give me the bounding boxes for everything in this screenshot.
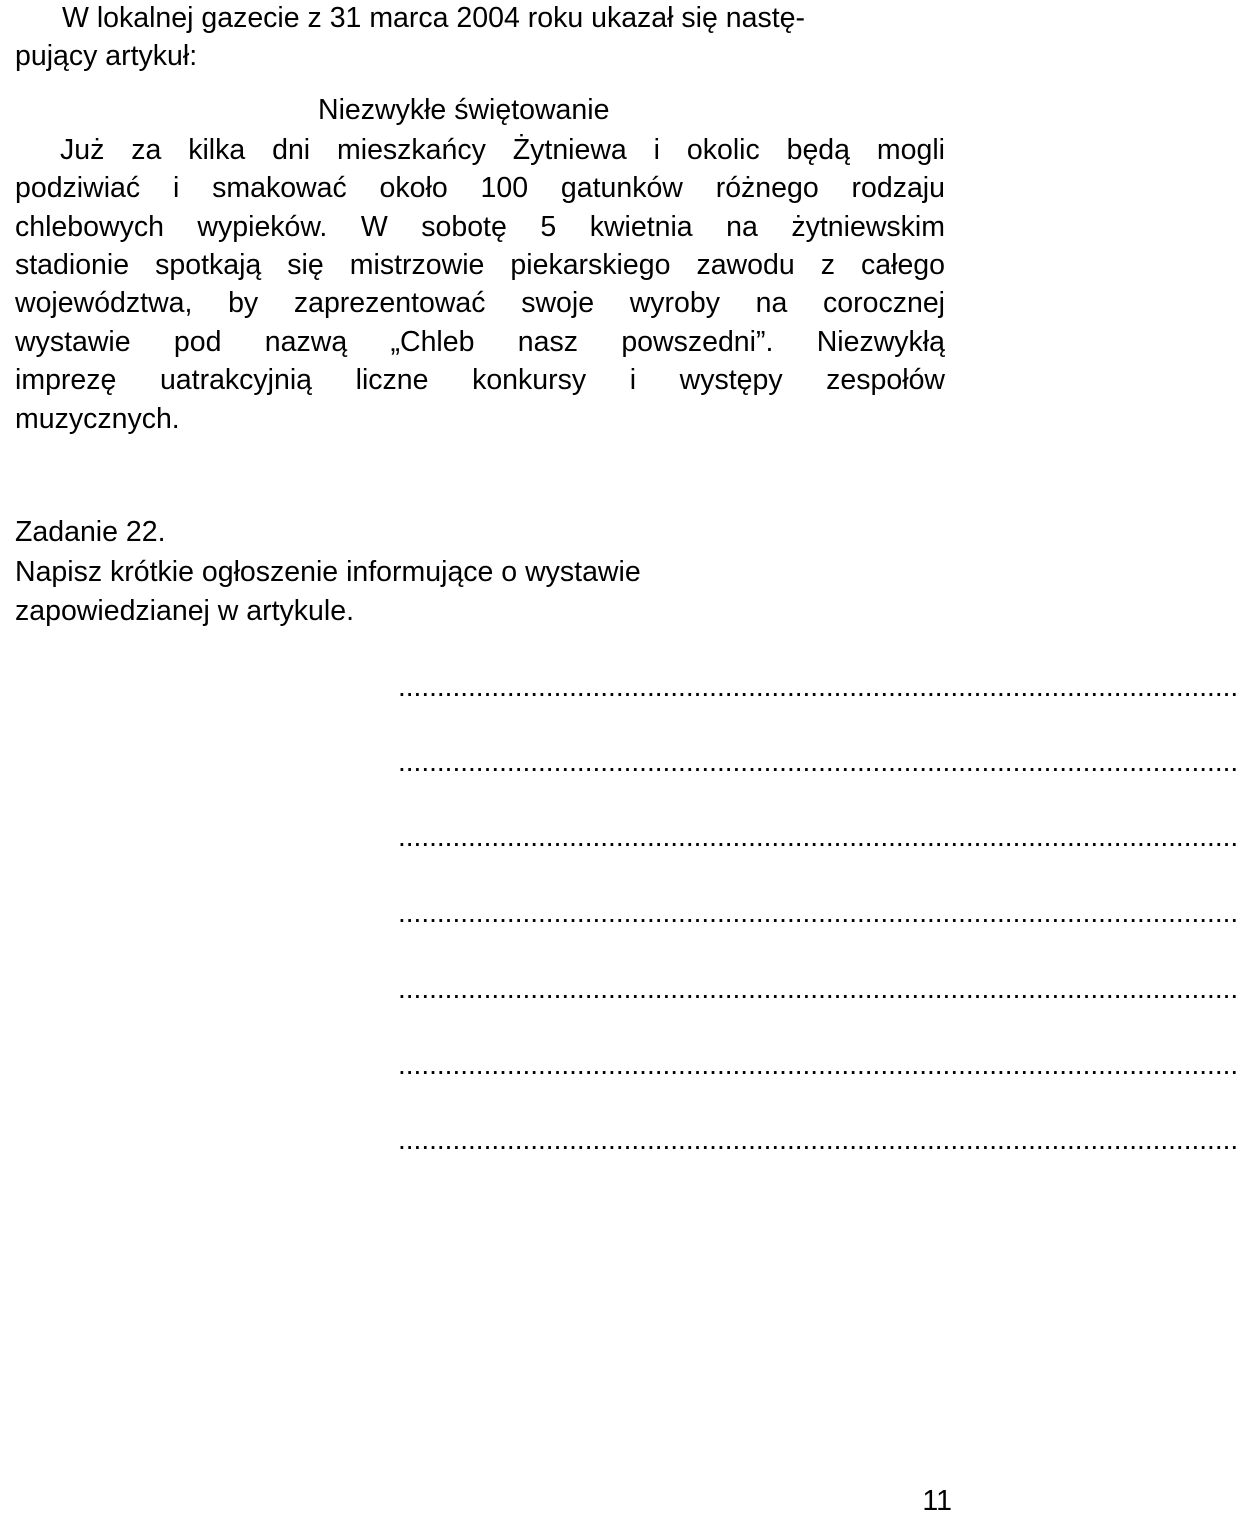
article-line: województwa, by zaprezentować swoje wyroby na corocznej — [15, 287, 945, 319]
article-line: podziwiać i smakować około 100 gatunków różnego rodzaju — [15, 172, 945, 204]
task-instruction-line-1: Napisz krótkie ogłoszenie informujące o wystawie — [15, 556, 641, 588]
answer-line[interactable]: ............................................................................................................ — [398, 897, 1238, 928]
answer-line[interactable]: ............................................................................................................ — [398, 1049, 1238, 1080]
article-line: imprezę uatrakcyjnią liczne konkursy i występy zespołów — [15, 364, 945, 396]
task-heading: Zadanie 22. — [15, 516, 166, 548]
article-title: Niezwykłe świętowanie — [318, 94, 610, 126]
article-line: chlebowych wypieków. W sobotę 5 kwietnia na żytniewskim — [15, 211, 945, 243]
article-line: stadionie spotkają się mistrzowie piekarskiego zawodu z całego — [15, 249, 945, 281]
intro-line-2: pujący artykuł: — [15, 40, 198, 72]
article-line: Już za kilka dni mieszkańcy Żytniewa i okolic będą mogli — [60, 134, 945, 166]
answer-line[interactable]: ............................................................................................................ — [398, 821, 1238, 852]
page-number: 11 — [922, 1485, 952, 1517]
intro-line-1: W lokalnej gazecie z 31 marca 2004 roku ukazał się nastę- — [62, 2, 805, 34]
article-line: wystawie pod nazwą „Chleb nasz powszedni”. Niezwykłą — [15, 326, 945, 358]
task-instruction-line-2: zapowiedzianej w artykule. — [15, 595, 355, 627]
article-line: muzycznych. — [15, 403, 180, 435]
answer-line[interactable]: ............................................................................................................ — [398, 671, 1238, 702]
answer-line[interactable]: ............................................................................................................ — [398, 973, 1238, 1004]
answer-line[interactable]: ............................................................................................................ — [398, 746, 1238, 777]
answer-line[interactable]: ............................................................................................................ — [398, 1124, 1238, 1155]
